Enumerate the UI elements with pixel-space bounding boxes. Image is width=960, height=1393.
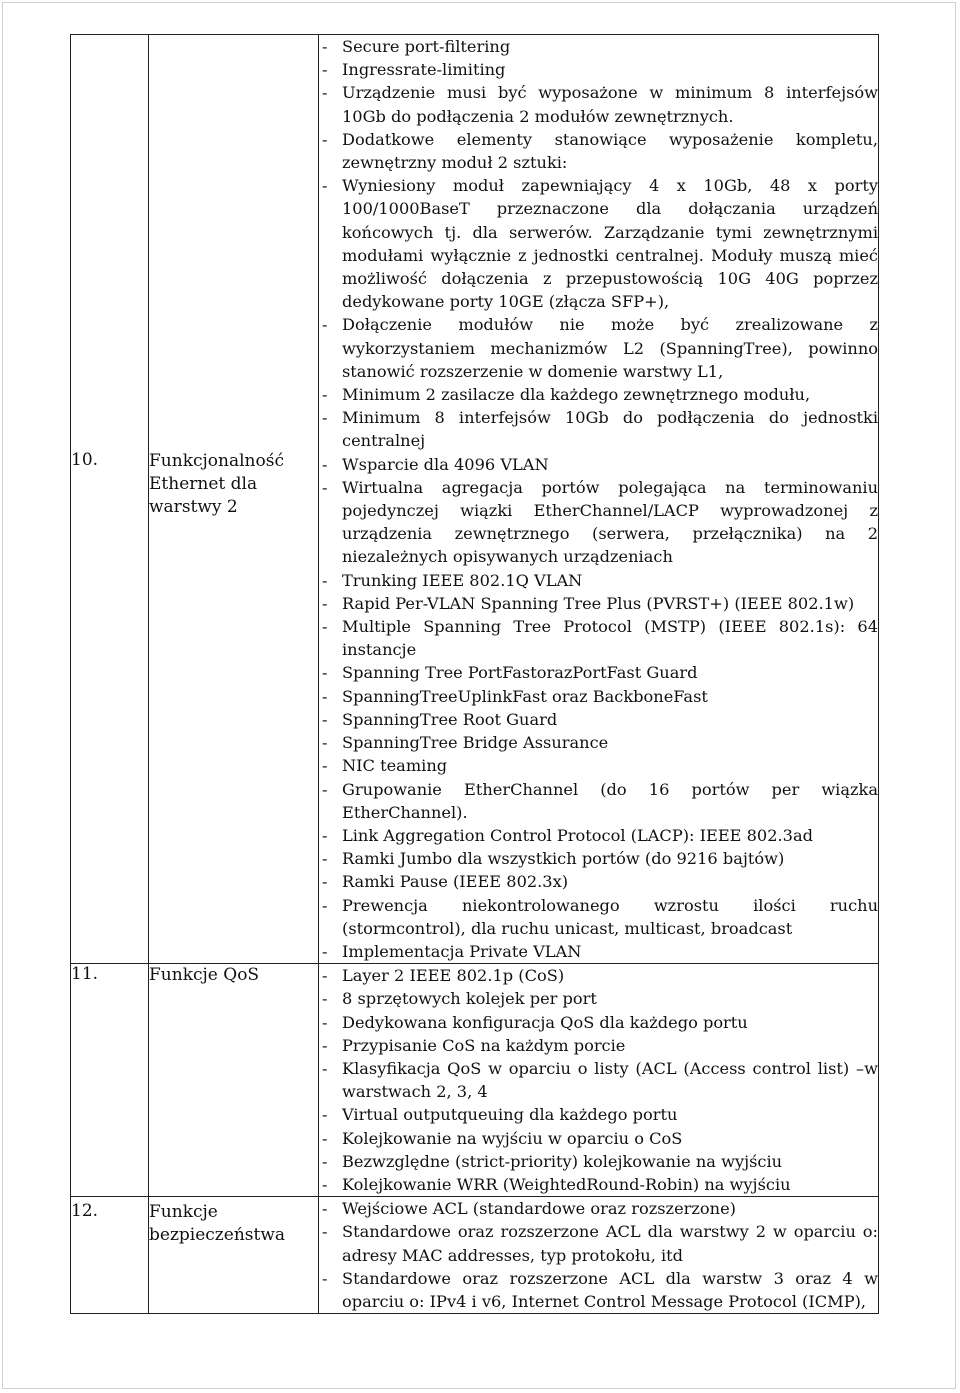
list-item: - Przypisanie CoS na każdym porcie [319,1034,878,1057]
table-row [71,1197,879,1314]
list-item: - SpanningTree Bridge Assurance [319,731,878,754]
specification-table [70,34,879,1314]
list-item: - Prewencja niekontrolowanego wzrostu ilości ruchu (stormcontrol), dla ruchu unicast, multicast, broadcast [319,894,878,940]
list-item: - Ramki Pause (IEEE 802.3x) [319,870,878,893]
list-item: - Standardowe oraz rozszerzone ACL dla warstwy 2 w oparciu o: adresy MAC addresses, typ protokołu, itd [319,1220,878,1266]
list-item: - Dodatkowe elementy stanowiące wyposażenie kompletu, zewnętrzny moduł 2 sztuki: [319,128,878,174]
list-item: - Wyniesiony moduł zapewniający 4 x 10Gb, 48 x porty 100/1000BaseT przeznaczone dla dołączania urządzeń końcowych tj. dla serwerów. Zarządzanie tymi zewnętrznymi modułami wyłącznie z jednostki centralnej. Moduły muszą mieć możliwość dołączenia z przepustowością 10G 40G poprzez dedykowane porty 10GE (złącza SFP+), [319,174,878,313]
list-item: - Wirtualna agregacja portów polegająca na terminowaniu pojedynczej wiązki EtherChannel/LACP wyprowadzonej z urządzenia zewnętrznego (serwera, przełącznika) na 2 niezależnych opisywanych urządzeniach [319,476,878,569]
list-item: - SpanningTree Root Guard [319,708,878,731]
list-item: - Wejściowe ACL (standardowe oraz rozszerzone) [319,1197,878,1220]
list-item: - SpanningTreeUplinkFast oraz BackboneFast [319,685,878,708]
list-item: - Standardowe oraz rozszerzone ACL dla warstw 3 oraz 4 w oparciu o: IPv4 i v6, Internet Control Message Protocol (ICMP), [319,1267,878,1313]
row-number: 12. [71,1197,149,1314]
list-item: - Ramki Jumbo dla wszystkich portów (do 9216 bajtów) [319,847,878,870]
list-item: - Spanning Tree PortFastorazPortFast Guard [319,661,878,684]
list-item: - Secure port-filtering [319,35,878,58]
row-number: 11. [71,964,149,1197]
row-number: 10. [71,35,149,964]
row-feature-name: Funkcje bezpieczeństwa [149,1197,319,1314]
table-row [71,35,879,964]
list-item: - Multiple Spanning Tree Protocol (MSTP) (IEEE 802.1s): 64 instancje [319,615,878,661]
list-item: - Urządzenie musi być wyposażone w minimum 8 interfejsów 10Gb do podłączenia 2 modułów zewnętrznych. [319,81,878,127]
table-row [71,964,879,1197]
list-item: - Klasyfikacja QoS w oparciu o listy (ACL (Access control list) –w warstwach 2, 3, 4 [319,1057,878,1103]
list-item: - Grupowanie EtherChannel (do 16 portów per wiązka EtherChannel). [319,778,878,824]
list-item: - Rapid Per-VLAN Spanning Tree Plus (PVRST+) (IEEE 802.1w) [319,592,878,615]
list-item: - Ingressrate-limiting [319,58,878,81]
list-item: - Dedykowana konfiguracja QoS dla każdego portu [319,1011,878,1034]
list-item: - Layer 2 IEEE 802.1p (CoS) [319,964,878,987]
list-item: - Kolejkowanie WRR (WeightedRound-Robin) na wyjściu [319,1173,878,1196]
list-item: - 8 sprzętowych kolejek per port [319,987,878,1010]
list-item: - Virtual outputqueuing dla każdego portu [319,1103,878,1126]
list-item: - Dołączenie modułów nie może być zrealizowane z wykorzystaniem mechanizmów L2 (SpanningTree), powinno stanowić rozszerzenie w domenie warstwy L1, [319,313,878,383]
list-item: - Minimum 8 interfejsów 10Gb do podłączenia do jednostki centralnej [319,406,878,452]
list-item: - Trunking IEEE 802.1Q VLAN [319,569,878,592]
list-item: - Bezwzględne (strict-priority) kolejkowanie na wyjściu [319,1150,878,1173]
row-requirements [319,1197,879,1314]
list-item: - NIC teaming [319,754,878,777]
row-feature-name: Funkcje QoS [149,964,319,1197]
list-item: - Link Aggregation Control Protocol (LACP): IEEE 802.3ad [319,824,878,847]
list-item: - Minimum 2 zasilacze dla każdego zewnętrznego modułu, [319,383,878,406]
row-feature-name: Funkcjonalność Ethernet dla warstwy 2 [149,35,319,964]
list-item: - Kolejkowanie na wyjściu w oparciu o CoS [319,1127,878,1150]
row-requirements [319,964,879,1197]
row-requirements [319,35,879,964]
list-item: - Implementacja Private VLAN [319,940,878,963]
list-item: - Wsparcie dla 4096 VLAN [319,453,878,476]
